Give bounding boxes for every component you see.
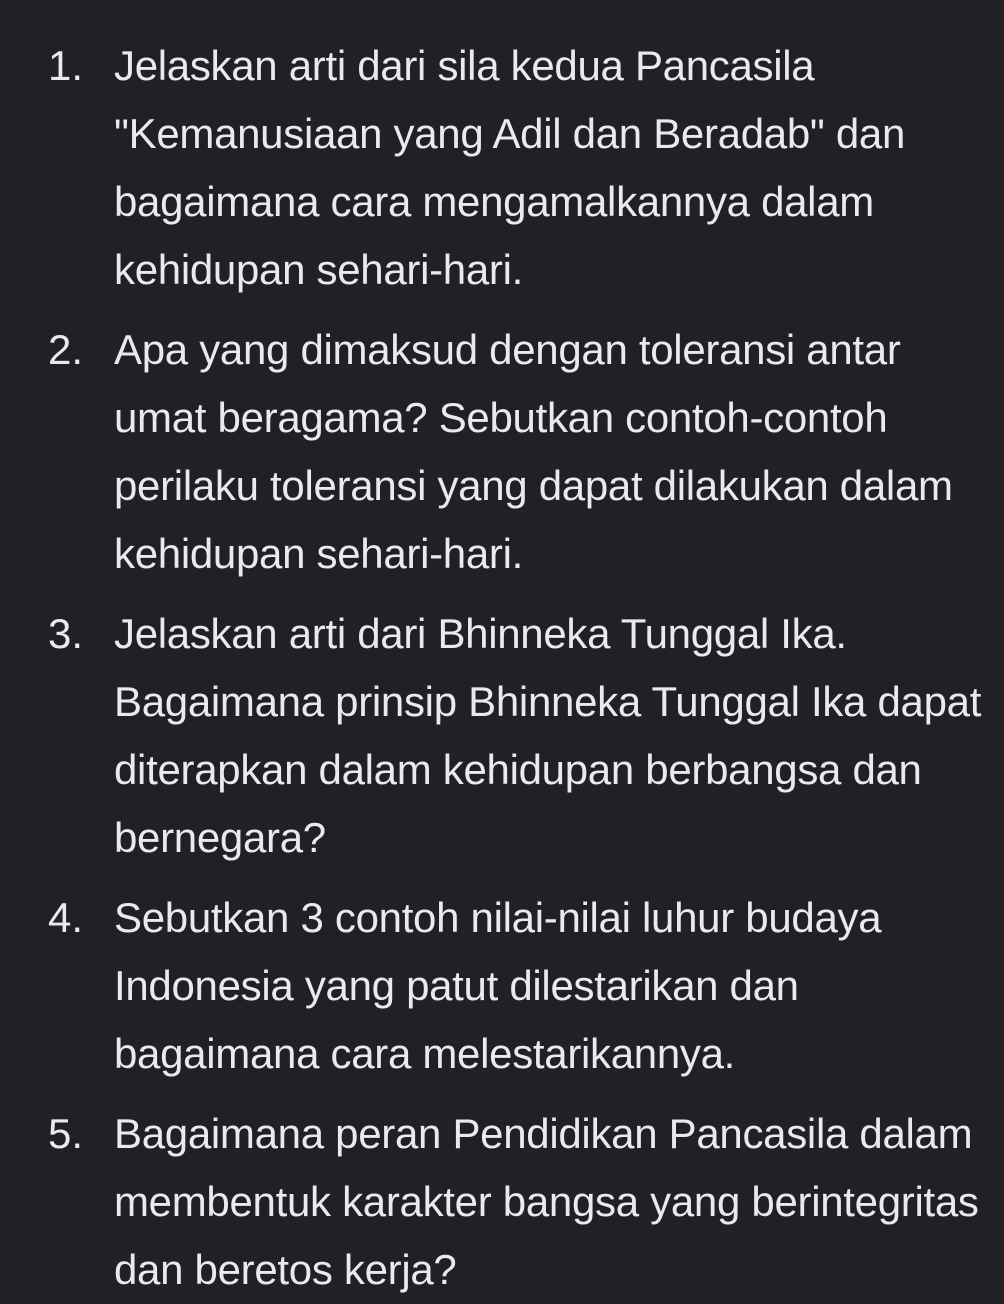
question-list: [0, 32, 1004, 1304]
question-item-2: [0, 316, 1004, 588]
question-text: Jelaskan arti dari sila kedua Pancasila "Kemanusiaan yang Adil dan Beradab" dan bagaimana cara mengamalkannya dalam kehidupan sehari-hari.: [114, 42, 906, 293]
question-number: 2.: [48, 326, 84, 373]
question-text: Jelaskan arti dari Bhinneka Tunggal Ika. Bagaimana prinsip Bhinneka Tunggal Ika dapat diterapkan dalam kehidupan berbangsa dan bernegara?: [114, 610, 982, 861]
question-text: Bagaimana peran Pendidikan Pancasila dalam membentuk karakter bangsa yang berintegritas dan beretos kerja?: [114, 1110, 979, 1293]
question-item-3: [0, 600, 1004, 872]
question-item-5: [0, 1100, 1004, 1304]
question-number: 5.: [48, 1110, 84, 1157]
question-number: 1.: [48, 42, 84, 89]
question-item-4: [0, 884, 1004, 1088]
question-number: 3.: [48, 610, 84, 657]
question-number: 4.: [48, 894, 84, 941]
question-text: Sebutkan 3 contoh nilai-nilai luhur budaya Indonesia yang patut dilestarikan dan bagaimana cara melestarikannya.: [114, 894, 882, 1077]
question-item-1: [0, 32, 1004, 304]
question-text: Apa yang dimaksud dengan toleransi antar umat beragama? Sebutkan contoh-contoh perilaku toleransi yang dapat dilakukan dalam kehidupan sehari-hari.: [114, 326, 953, 577]
